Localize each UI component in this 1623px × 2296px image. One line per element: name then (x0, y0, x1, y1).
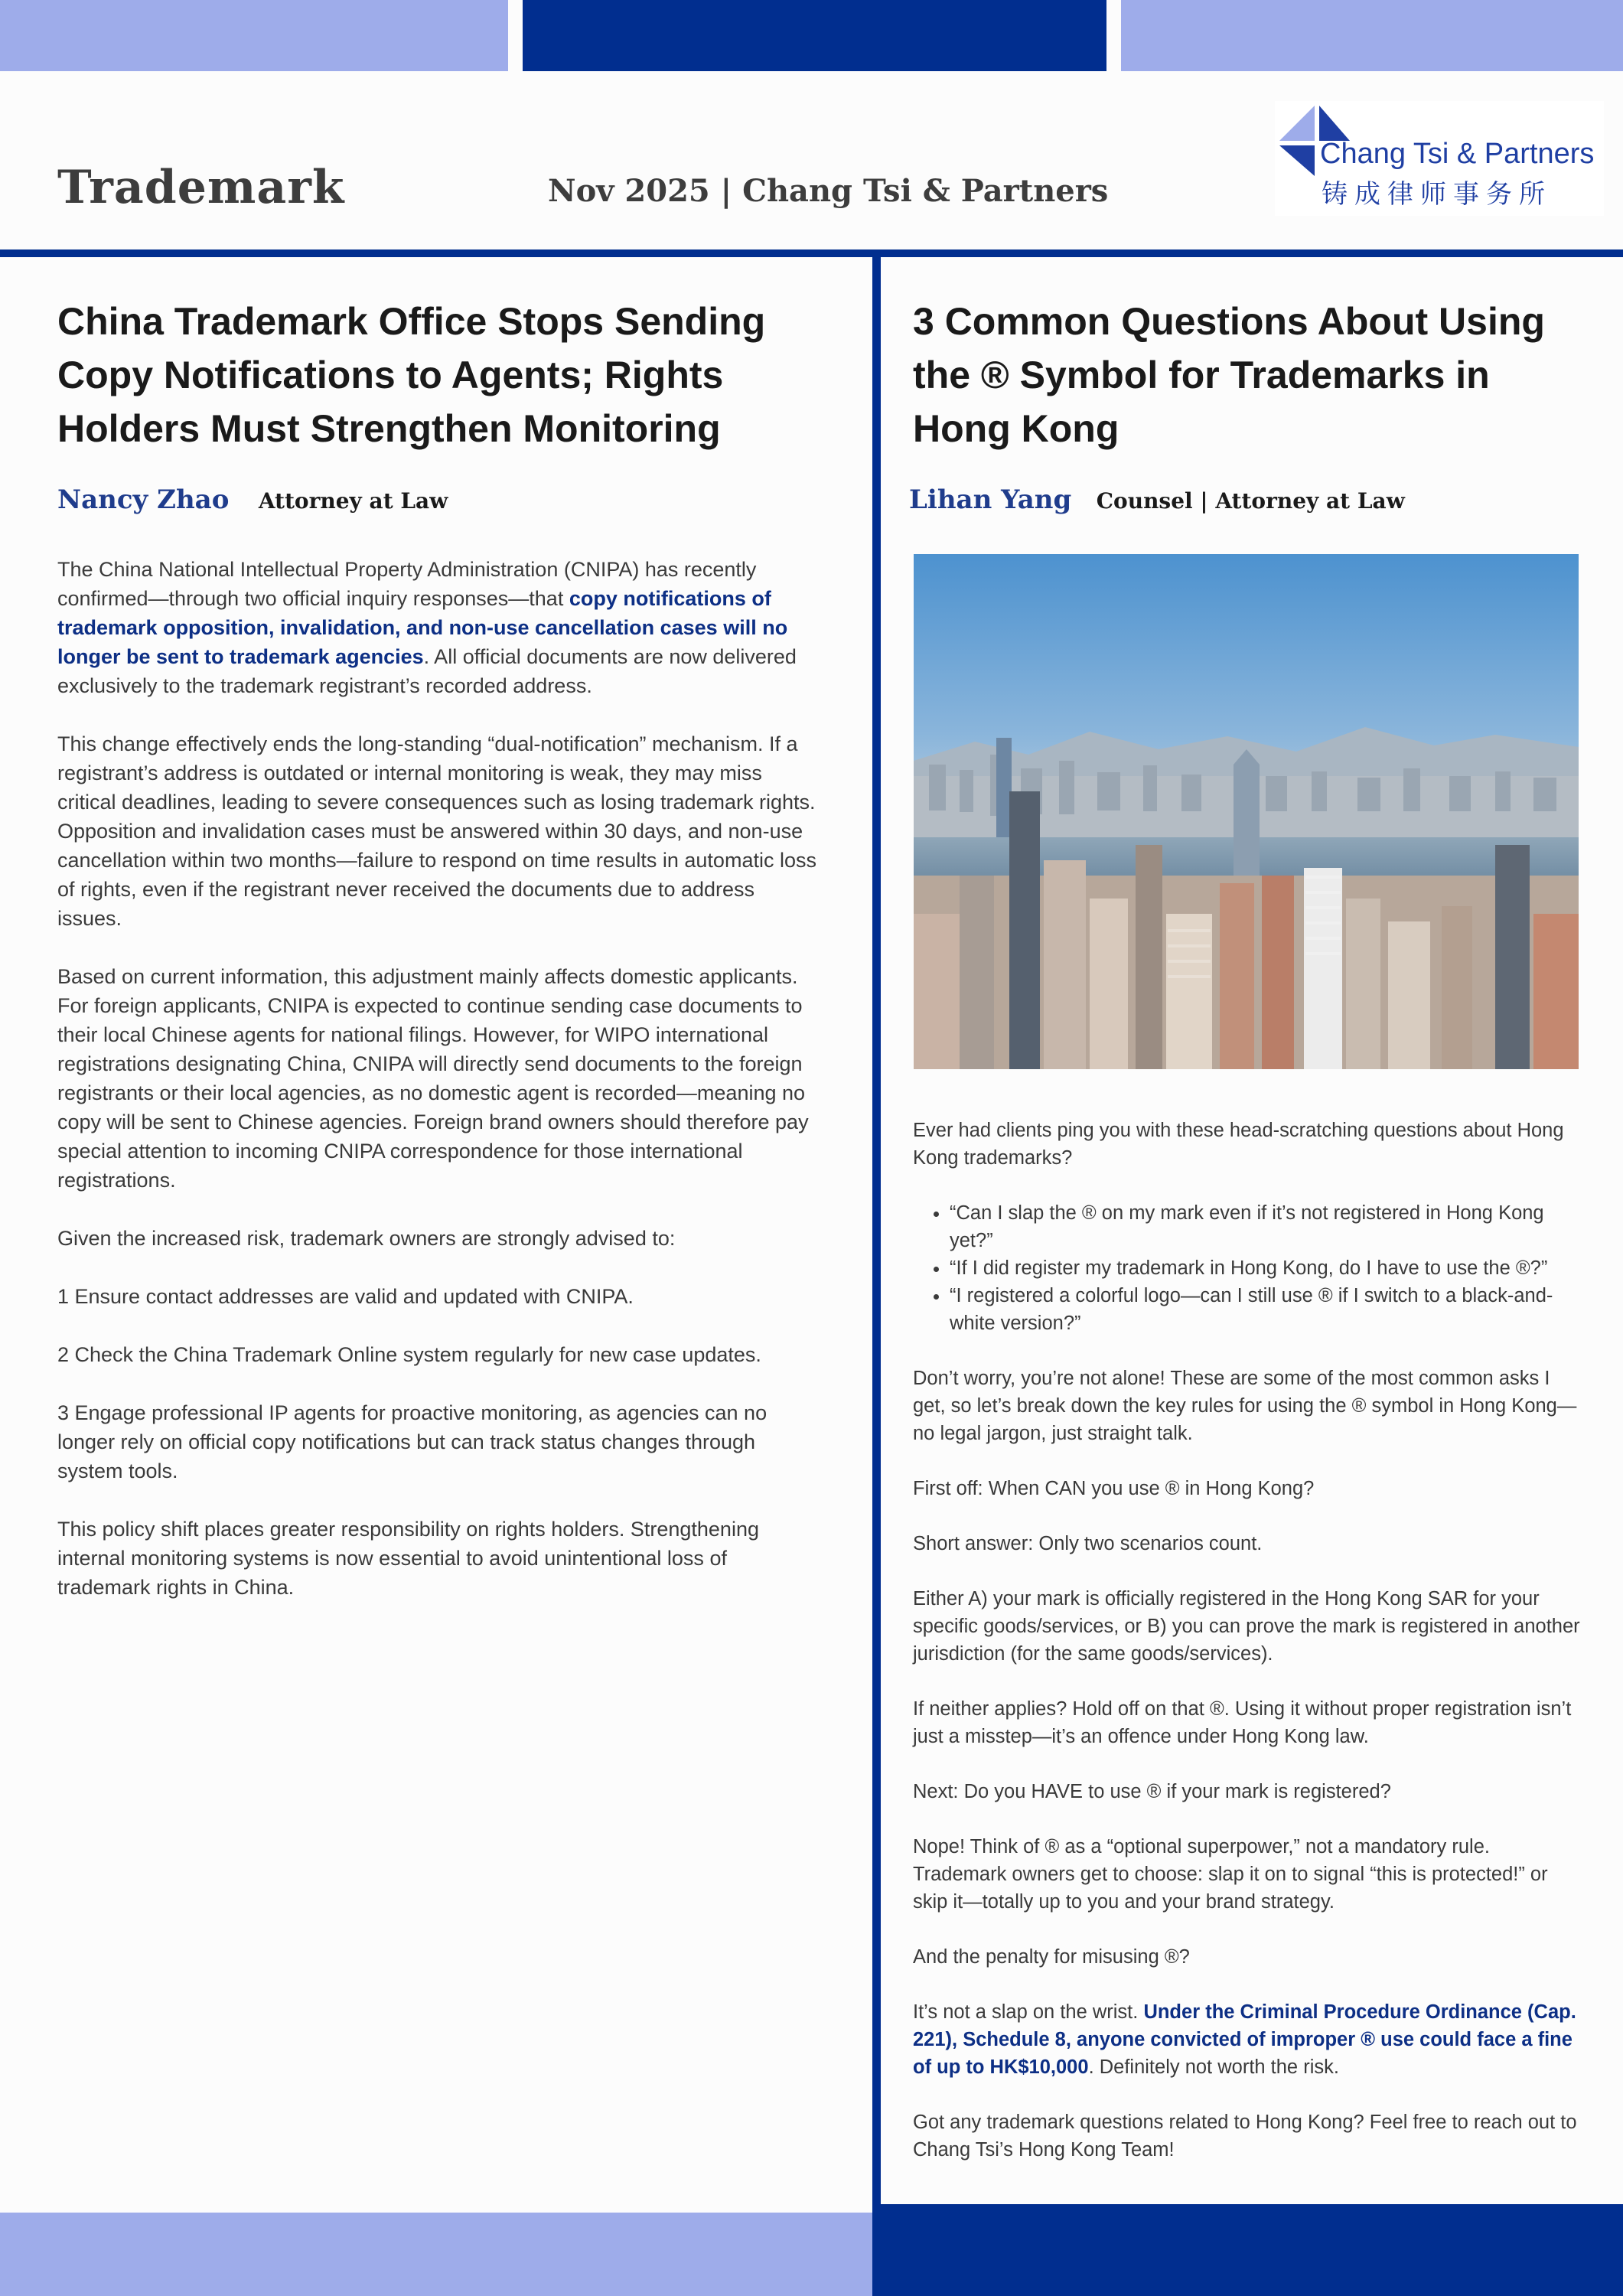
left-paragraph-4: Given the increased risk, trademark owners are strongly advised to: (57, 1227, 676, 1250)
right-author-name: Lihan Yang (909, 484, 1072, 515)
logo-name-cn: 铸成律师事务所 (1322, 180, 1552, 209)
left-author-role: Attorney at Law (258, 488, 448, 514)
bottom-bar-right (872, 2204, 1623, 2296)
issue-line: Nov 2025 | Chang Tsi & Partners (548, 173, 1109, 209)
right-closing: Got any trademark questions related to Hong Kong? Feel free to reach out to Chang Tsi’s Hong Kong Team! (913, 2112, 1577, 2161)
right-intro: Ever had clients ping you with these head-scratching questions about Hong Kong trademarks? (913, 1120, 1564, 1169)
bottom-bar-left (0, 2213, 872, 2296)
right-article-body (913, 1117, 1580, 2191)
left-paragraph-3: Based on current information, this adjustment mainly affects domestic applicants. For foreign applicants, CNIPA is expected to continue sending case documents to their local Chinese agents for national filings. However, for WIPO international registrations designating China, CNIPA will directly send documents to the foreign registrants or their local agencies, as no domestic agent is recorded—meaning no copy will be sent to Chinese agencies. Foreign brand owners should therefore pay special attention to incoming CNIPA correspondence for those international registrations. (57, 965, 809, 1192)
right-answer-1-warning: If neither applies? Hold off on that ®. Using it without proper registration isn’t just a misstep—it’s an offence under Hong Kong law. (913, 1698, 1572, 1747)
header-rule (0, 249, 1623, 257)
top-bar-right (1121, 0, 1623, 71)
right-highlight: Under the Criminal Procedure Ordinance (Cap. 221), Schedule 8, anyone convicted of improper ® use could face a fine of up to HK$10,000 (913, 2001, 1576, 2078)
right-article-title: 3 Common Questions About Using the ® Symbol for Trademarks in Hong Kong (913, 300, 1545, 450)
right-article (909, 295, 1579, 523)
question-list (913, 1199, 1580, 1337)
right-answer-1-detail: Either A) your mark is officially registered in the Hong Kong SAR for your specific goods/services, or B) you can prove the mark is registered in another jurisdiction (for the same goods/services). (913, 1588, 1580, 1665)
hong-kong-skyline-photo (914, 554, 1579, 1069)
left-paragraph-5: This policy shift places greater responsibility on rights holders. Strengthening internal monitoring systems is now essential to avoid unintentional loss of trademark rights in China. (57, 1518, 759, 1599)
top-bar-left (0, 0, 508, 71)
logo-name-en: Chang Tsi & Partners (1320, 138, 1595, 170)
question-item: • “If I did register my trademark in Hong Kong, do I have to use the ®?” (950, 1254, 1580, 1282)
left-paragraph-2: This change effectively ends the long-standing “dual-notification” mechanism. If a registrant’s address is outdated or internal monitoring is weak, they may miss critical deadlines, leading to severe consequences such as losing trademark rights. Opposition and invalidation cases must be answered within 30 days, and non-use cancellation within two months—failure to respond on time results in automatic loss of rights, even if the registrant never received the documents due to address issues. (57, 732, 816, 930)
right-answer-3: It’s not a slap on the wrist. Under the Criminal Procedure Ordinance (Cap. 221), Schedule 8, anyone convicted of improper ® use could face a fine of up to HK$10,000. Definitely not worth the risk. (913, 2001, 1576, 2078)
top-bar-center (523, 0, 1106, 71)
left-article-body (57, 555, 819, 1602)
question-item: • “I registered a colorful logo—can I still use ® if I switch to a black-and-white version?” (950, 1282, 1580, 1337)
left-author-name: Nancy Zhao (57, 484, 230, 515)
left-article-title: China Trademark Office Stops Sending Copy Notifications to Agents; Rights Holders Must Strengthen Monitoring (57, 300, 766, 450)
advice-item: 1 Ensure contact addresses are valid and updated with CNIPA. (57, 1285, 634, 1308)
right-answer-2: Nope! Think of ® as a “optional superpower,” not a mandatory rule. Trademark owners get to choose: slap it on to signal “this is protected!” or skip it—totally up to you and your brand strategy. (913, 1836, 1548, 1913)
advice-item: 2 Check the China Trademark Online system regularly for new case updates. (57, 1343, 761, 1366)
right-answer-1-short: Short answer: Only two scenarios count. (913, 1533, 1263, 1554)
question-item: • “Can I slap the ® on my mark even if it’s not registered in Hong Kong yet?” (950, 1199, 1580, 1254)
right-paragraph-dontworry: Don’t worry, you’re not alone! These are some of the most common asks I get, so let’s break down the key rules for using the ® symbol in Hong Kong—no legal jargon, just straight talk. (913, 1368, 1577, 1444)
left-article (57, 295, 819, 1631)
section-title: Trademark (57, 161, 345, 214)
right-byline (909, 484, 1579, 523)
left-paragraph-1: The China National Intellectual Property Administration (CNIPA) has recently confirmed—through two official inquiry responses—that copy notifications of trademark opposition, invalidation, and non-use cancellation cases will no longer be sent to trademark agencies. All official documents are now delivered exclusively to the trademark registrant’s recorded address. (57, 558, 797, 697)
column-divider (872, 249, 881, 2296)
right-author-role: Counsel | Attorney at Law (1096, 488, 1405, 514)
right-question-1: First off: When CAN you use ® in Hong Kong? (913, 1478, 1315, 1499)
right-question-2: Next: Do you HAVE to use ® if your mark is registered? (913, 1781, 1391, 1802)
left-highlight: copy notifications of trademark opposition, invalidation, and non-use cancellation cases will no longer be sent to trademark agencies (57, 587, 788, 668)
advice-item: 3 Engage professional IP agents for proactive monitoring, as agencies can no longer rely on official copy notifications but can track status changes through system tools. (57, 1401, 768, 1482)
left-byline (57, 484, 819, 523)
right-question-3: And the penalty for misusing ®? (913, 1946, 1190, 1968)
